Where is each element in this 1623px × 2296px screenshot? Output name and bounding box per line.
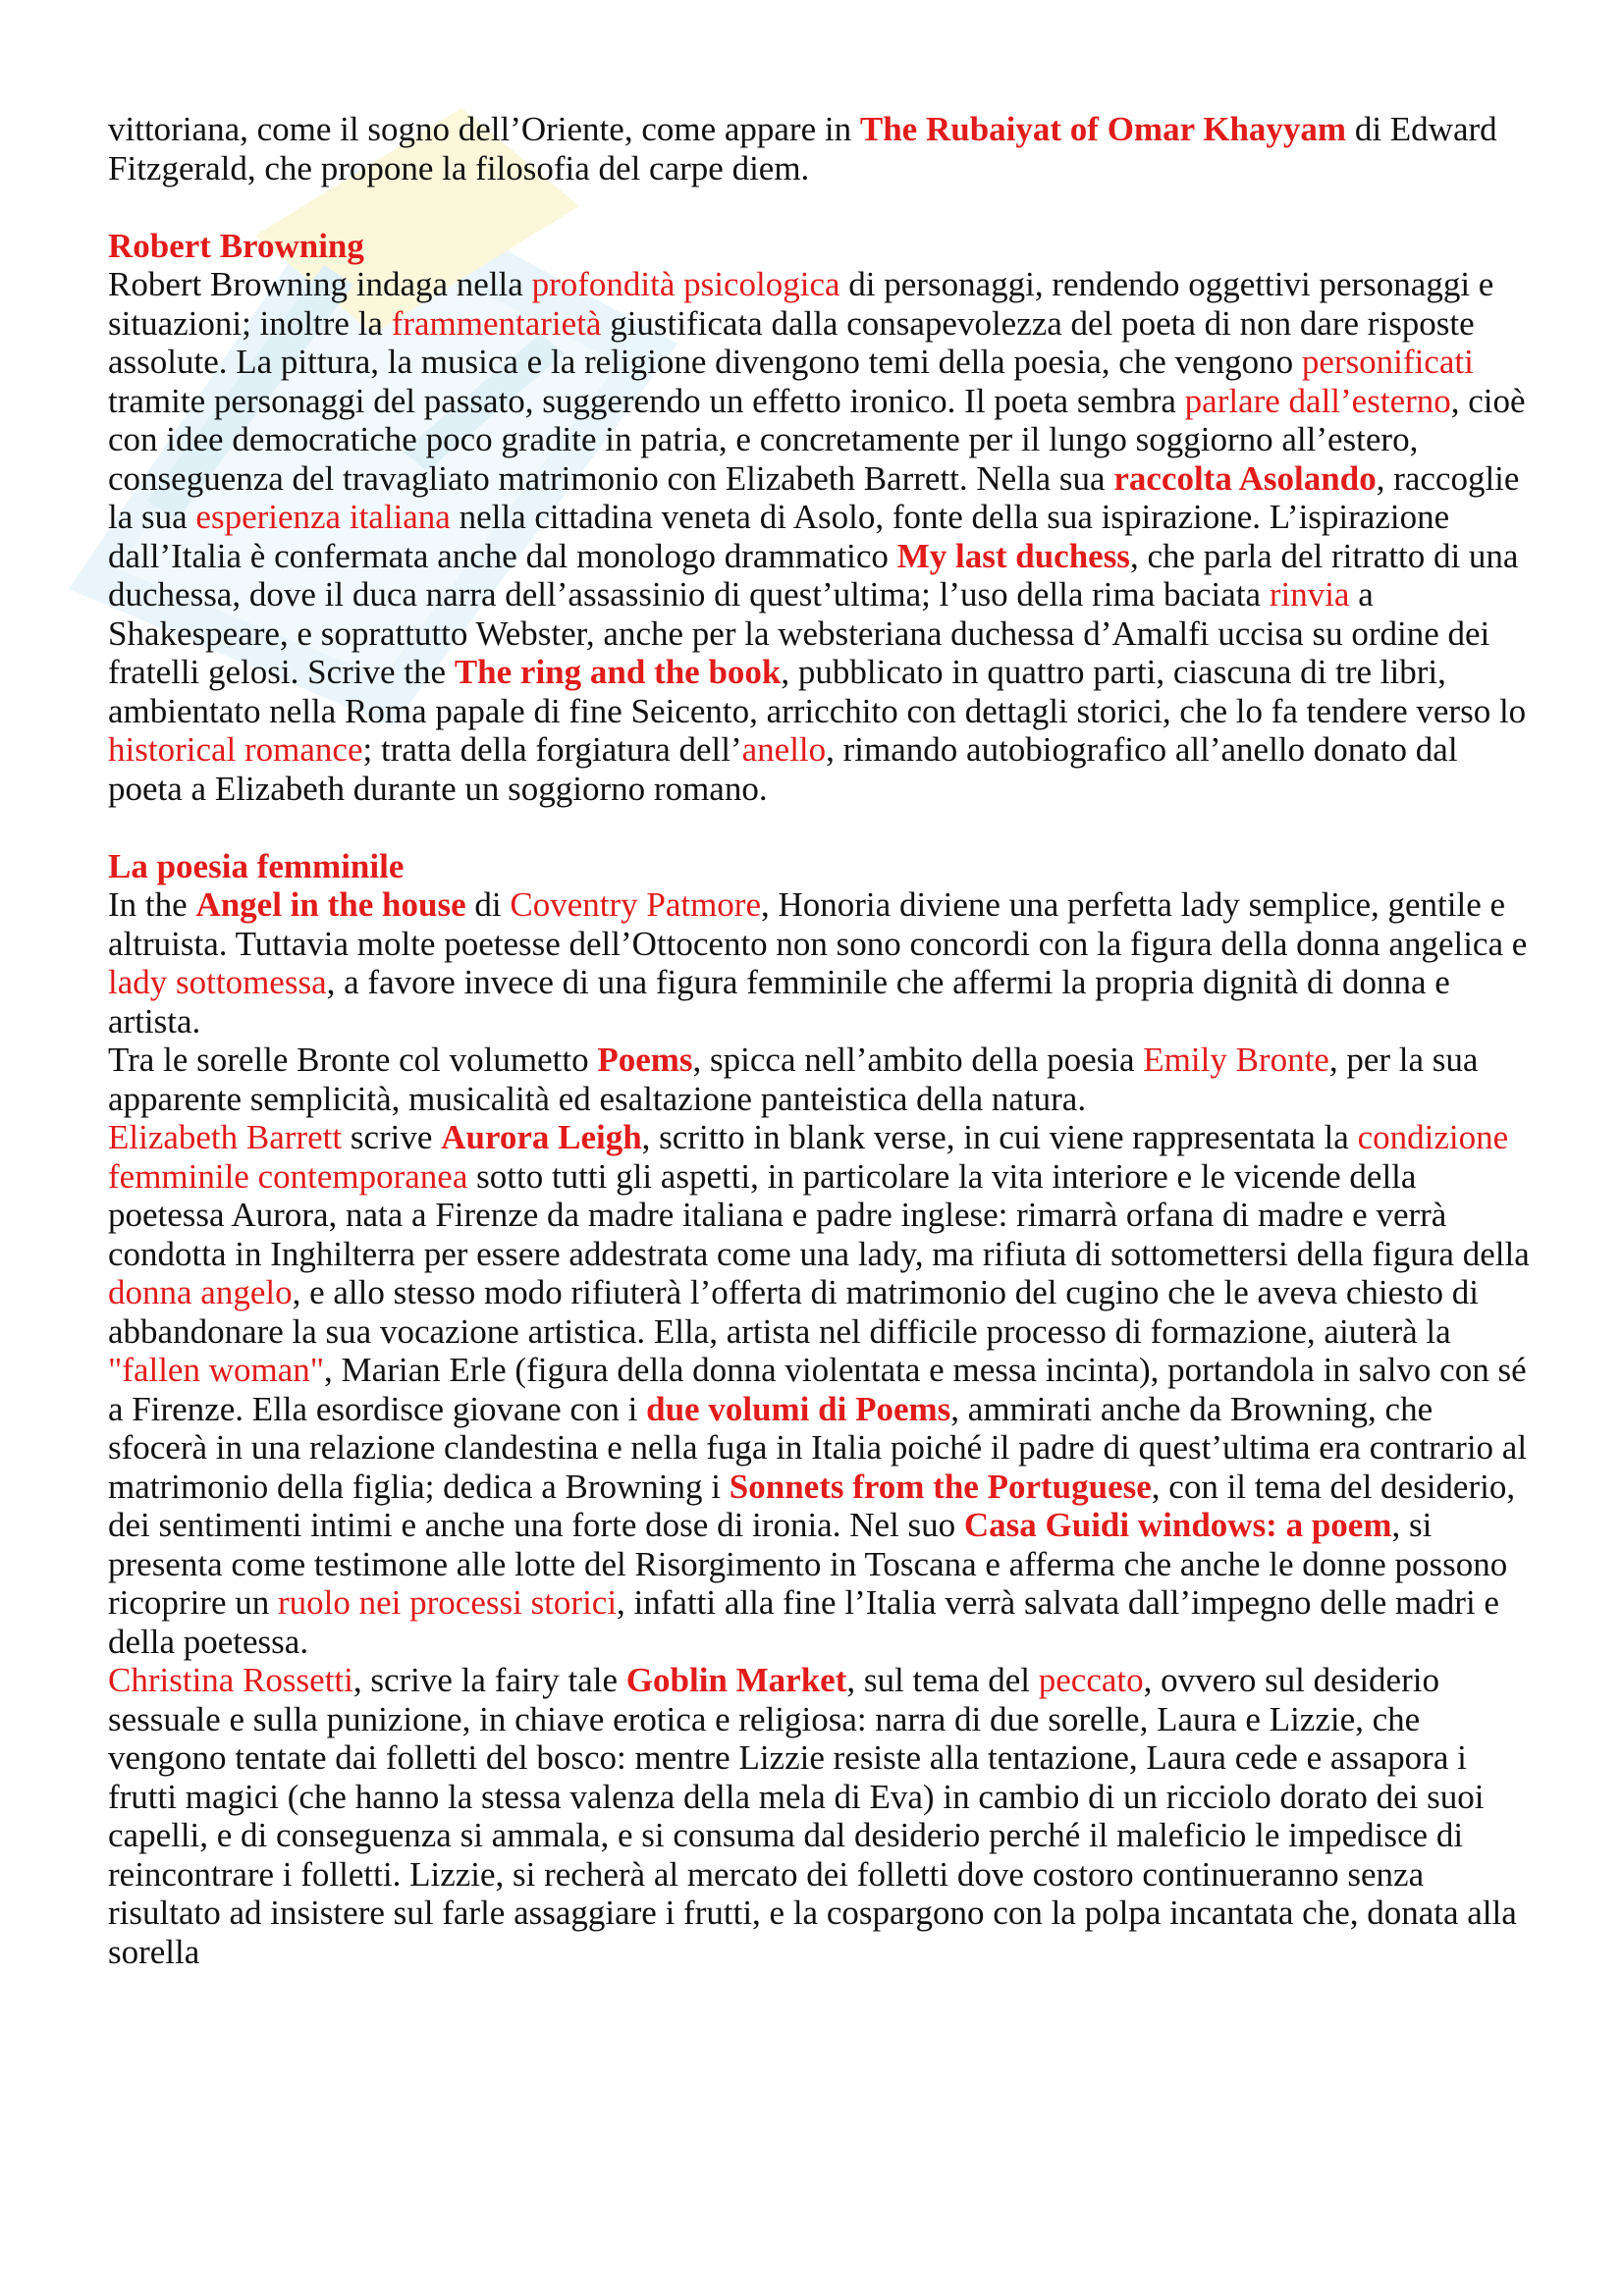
browning-paragraph: Robert Browning indaga nella profondità psicologica di personaggi, rendendo oggettivi personaggi e situazioni; inoltre la frammentarietà giustificata dalla consapevolezza del poeta di non dare risposte assolute. La pittura, la musica e la religione divengono temi della poesia, che vengono personificati tramite personaggi del passato, suggerendo un effetto ironico. Il poeta sembra parlare dall’esterno, cioè con idee democratiche poco gradite in patria, e concretamente per il lungo soggiorno all’estero, conseguenza del travagliato matrimonio con Elizabeth Barrett. Nella sua raccolta Asolando, raccoglie la sua esperienza italiana nella cittadina veneta di Asolo, fonte della sua ispirazione. L’ispirazione dall’Italia è confermata anche dal monologo drammatico My last duchess, che parla del ritratto di una duchessa, dove il duca narra dell’assassinio di quest’ultima; l’uso della rima baciata rinvia a Shakespeare, e soprattutto Webster, anche per la websteriana duchessa d’Amalfi uccisa su ordine dei fratelli gelosi. Scrive the The ring and the book, pubblicato in quattro parti, ciascuna di tre libri, ambientato nella Roma papale di fine Seicento, arricchito con dettagli storici, che lo fa tendere verso lo historical romance; tratta della forgiatura dell’anello, rimando autobiografico all’anello donato dal poeta a Elizabeth durante un soggiorno romano. [108,265,1527,808]
keyword: The Rubaiyat of Omar Khayyam [859,110,1347,148]
femminile-paragraph-2: Tra le sorelle Bronte col volumetto Poems, spicca nell’ambito della poesia Emily Bronte, per la sua apparente semplicità, musicalità ed esaltazione panteistica della natura. [108,1041,1479,1118]
femminile-paragraph-4: Christina Rossetti, scrive la fairy tale Goblin Market, sul tema del peccato, ovvero sul desiderio sessuale e sulla punizione, in chiave erotica e religiosa: narra di due sorelle, Laura e Lizzie, che vengono tentate dai folletti del bosco: mentre Lizzie resiste alla tentazione, Laura cede e assapora i frutti magici (che hanno la stessa valenza della mela di Eva) in cambio di un ricciolo dorato dei suoi capelli, e di conseguenza si ammala, e si consuma dal desiderio perché il maleficio le impedisce di reincontrare i folletti. Lizzie, si recherà al mercato dei folletti dove costoro continueranno senza risultato ad insistere sul farle assaggiare i frutti, e la cospargono con la polpa incantata che, donata alla sorella [108,1661,1517,1971]
section-heading-femminile: La poesia femminile [108,846,405,885]
femminile-paragraph-1: In the Angel in the house di Coventry Patmore, Honoria diviene una perfetta lady semplice, gentile e altruista. Tuttavia molte poetesse dell’Ottocento non sono concordi con la figura della donna angelica e lady sottomessa, a favore invece di una figura femminile che affermi la propria dignità di donna e artista. [108,885,1528,1041]
intro-paragraph: vittoriana, come il sogno dell’Oriente, come appare in The Rubaiyat of Omar Khayyam di Edward Fitzgerald, che propone la filosofia del carpe diem. [108,110,1497,187]
document-page [108,110,1532,1971]
femminile-paragraph-3: Elizabeth Barrett scrive Aurora Leigh, scritto in blank verse, in cui viene rappresentata la condizione femminile contemporanea sotto tutti gli aspetti, in particolare la vita interiore e le vicende della poetessa Aurora, nata a Firenze da madre italiana e padre inglese: rimarrà orfana di madre e verrà condotta in Inghilterra per essere addestrata come una lady, ma rifiuta di sottomettersi della figura della donna angelo, e allo stesso modo rifiuterà l’offerta di matrimonio del cugino che le aveva chiesto di abbandonare la sua vocazione artistica. Ella, artista nel difficile processo di formazione, aiuterà la "fallen woman", Marian Erle (figura della donna violentata e messa incinta), portandola in salvo con sé a Firenze. Ella esordisce giovane con i due volumi di Poems, ammirati anche da Browning, che sfocerà in una relazione clandestina e nella fuga in Italia poiché il padre di quest’ultima era contrario al matrimonio della figlia; dedica a Browning i Sonnets from the Portuguese, con il tema del desiderio, dei sentimenti intimi e anche una forte dose di ironia. Nel suo Casa Guidi windows: a poem, si presenta come testimone alle lotte del Risorgimento in Toscana e afferma che anche le donne possono ricoprire un ruolo nei processi storici, infatti alla fine l’Italia verrà salvata dall’impegno delle madri e della poetessa. [108,1118,1530,1661]
section-heading-browning: Robert Browning [108,226,364,265]
